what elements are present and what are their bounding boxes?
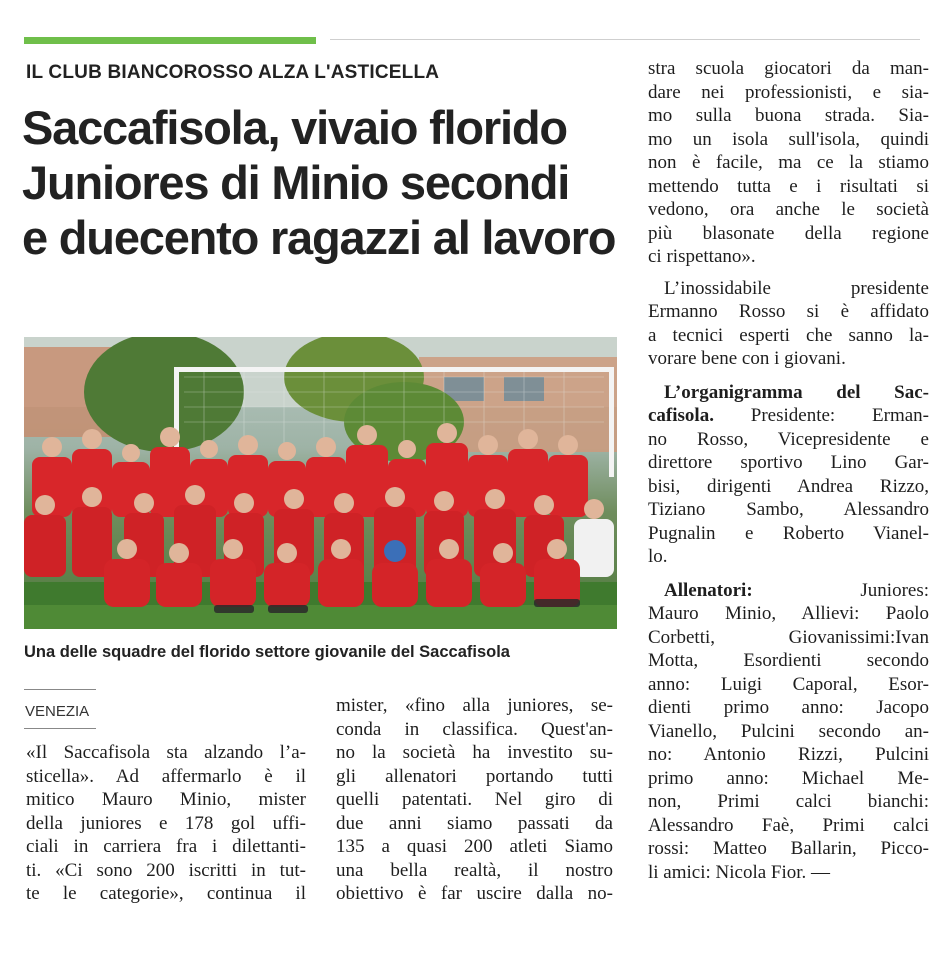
text-line: mo sulla buona strada. Sia- xyxy=(648,105,929,126)
text-line: rossi: Matteo Ballarin, Picco- xyxy=(648,838,929,859)
dateline-rule xyxy=(24,689,96,690)
headline-line: Juniores di Minio secondi xyxy=(22,156,570,209)
text-line: te le categorie», continua il xyxy=(26,883,306,904)
text-line: quelli patentati. Nel giro di xyxy=(336,789,613,810)
text-line: conda in classifica. Quest'an- xyxy=(336,718,613,740)
text-line: mo un isola sull'isola, quindi xyxy=(648,128,929,150)
dateline: VENEZIA xyxy=(25,703,90,720)
text-line xyxy=(648,404,929,428)
text-line: non è facile, ma ce la stiamo xyxy=(648,152,929,173)
text-line: anno: Luigi Caporal, Esor- xyxy=(648,673,929,695)
text-line: Tiziano Sambo, Alessandro xyxy=(648,499,929,520)
text-line: a tecnici esperti che sanno la- xyxy=(648,324,929,346)
inline-text: Juniores: xyxy=(752,579,929,601)
text-line: ci rispettano». xyxy=(648,246,756,267)
headline-line: Saccafisola, vivaio florido xyxy=(22,101,567,154)
headline xyxy=(22,100,632,265)
text-line: stra scuola giocatori da man- xyxy=(648,58,929,79)
text-line: primo anno: Michael Me- xyxy=(648,767,929,789)
photo-caption: Una delle squadre del florido settore giovanile del Saccafisola xyxy=(24,643,510,661)
text-line: no la società ha investito su- xyxy=(336,742,613,763)
section-accent-bar xyxy=(24,37,316,44)
text-line: bisi, dirigenti Andrea Rizzo, xyxy=(648,475,929,497)
article-column-3 xyxy=(648,57,929,884)
team-photo xyxy=(24,337,617,629)
top-rule xyxy=(330,39,920,40)
text-line: Alessandro Faè, Primi calci xyxy=(648,814,929,836)
text-line: due anni siamo passati da xyxy=(336,812,613,834)
kicker: IL CLUB BIANCOROSSO ALZA L'ASTICELLA xyxy=(26,62,440,83)
text-line: gli allenatori portando tutti xyxy=(336,765,613,787)
text-line xyxy=(648,579,929,603)
text-line: L’inossidabile presidente xyxy=(664,277,929,299)
text-line: vorare bene con i giovani. xyxy=(648,348,846,369)
text-line: «Il Saccafisola sta alzando l’a- xyxy=(26,742,306,763)
text-line: Mauro Minio, Allievi: Paolo xyxy=(648,603,929,624)
subheading-organigramma: L’organigramma del Sac- xyxy=(664,381,929,403)
subheading-allenatori: Allenatori: xyxy=(664,579,753,601)
text-line: Pugnalin e Roberto Vianel- xyxy=(648,522,929,544)
text-line: li amici: Nicola Fior. — xyxy=(648,861,831,883)
text-line: no: Antonio Rizzi, Pulcini xyxy=(648,744,929,765)
text-line: obiettivo è far uscire dalla no- xyxy=(336,883,613,904)
text-line: più blasonate della regione xyxy=(648,222,929,244)
text-line: mitico Mauro Minio, mister xyxy=(26,789,306,810)
text-line: una bella realtà, il nostro xyxy=(336,859,613,881)
team-photo-illustration xyxy=(24,337,617,629)
text-line: mettendo tutta e i risultati si xyxy=(648,175,929,197)
text-line: sticella». Ad affermarlo è il xyxy=(26,765,306,787)
text-line: non, Primi calci bianchi: xyxy=(648,791,929,812)
text-line: mister, «fino alla juniores, se- xyxy=(336,695,613,716)
inline-text: Presidente: Erman- xyxy=(713,405,929,426)
text-line: della juniores e 178 gol uffi- xyxy=(26,812,306,834)
headline-line: e duecento ragazzi al lavoro xyxy=(22,211,616,264)
article-column-1 xyxy=(26,741,306,906)
text-line: 135 a quasi 200 atleti Siamo xyxy=(336,836,613,857)
text-line: direttore sportivo Lino Gar- xyxy=(648,452,929,473)
subheading-organigramma-cont: cafisola. xyxy=(648,405,714,426)
text-line: Ermanno Rosso si è affidato xyxy=(648,301,929,322)
text-line: vedono, ora anche le società xyxy=(648,199,929,220)
dateline-rule xyxy=(24,728,96,729)
text-line: Vianello, Pulcini secondo an- xyxy=(648,720,929,742)
text-line xyxy=(648,381,929,405)
text-line: lo. xyxy=(648,546,668,567)
text-line: dare nei professionisti, e sia- xyxy=(648,81,929,103)
text-line: dienti primo anno: Jacopo xyxy=(648,697,929,718)
text-line: ciali in carriera fra i dilettanti- xyxy=(26,836,306,857)
text-line: Motta, Esordienti secondo xyxy=(648,650,929,671)
text-line: no Rosso, Vicepresidente e xyxy=(648,428,929,450)
text-line: Corbetti, Giovanissimi:Ivan xyxy=(648,626,929,648)
article-column-2 xyxy=(336,694,613,906)
text-line: ti. «Ci sono 200 iscritti in tut- xyxy=(26,859,306,881)
